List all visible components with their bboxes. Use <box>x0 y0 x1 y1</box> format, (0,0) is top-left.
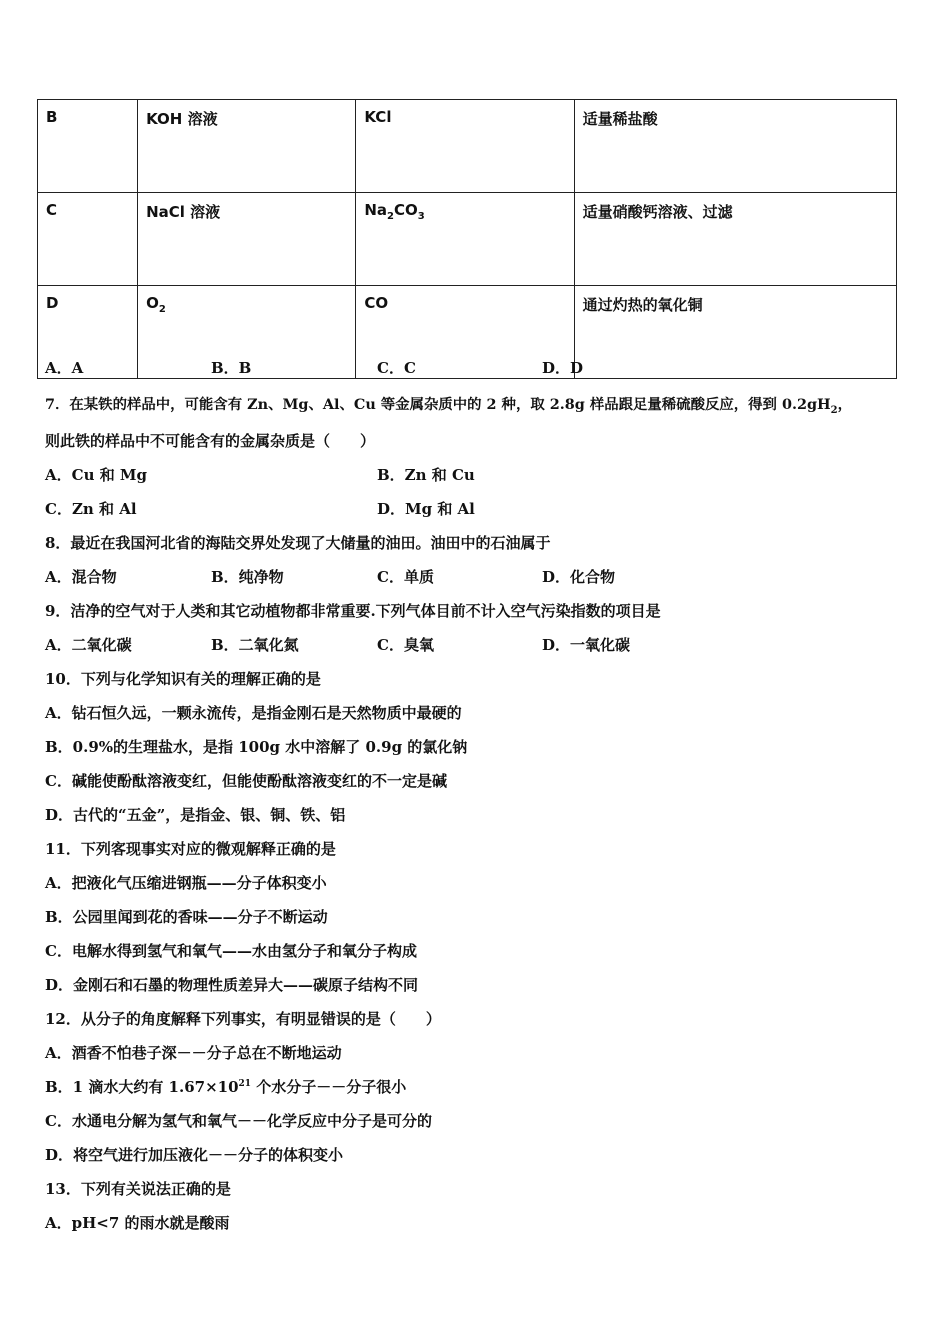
q13-option-a: A．pH<7 的雨水就是酸雨 <box>45 1214 230 1232</box>
formula-part: Na <box>364 201 388 219</box>
table-cell: D <box>38 286 138 379</box>
q11-option-c: C．电解水得到氢气和氧气——水由氢分子和氧分子构成 <box>45 942 417 960</box>
superscript: 21 <box>238 1079 252 1089</box>
table-cell: KOH 溶液 <box>138 100 356 193</box>
q11-option-a: A．把液化气压缩进钢瓶——分子体积变小 <box>45 874 327 892</box>
table-cell: 适量硝酸钙溶液、过滤 <box>574 193 896 286</box>
q7-option-b: B．Zn 和 Cu <box>377 466 475 484</box>
table-cell: B <box>38 100 138 193</box>
table-row <box>38 100 897 193</box>
table-cell: KCl <box>356 100 574 193</box>
formula-part: O <box>146 294 159 312</box>
q9-option-c: C．臭氧 <box>377 636 434 654</box>
q11-stem: 11．下列客现事实对应的微观解释正确的是 <box>45 840 336 858</box>
table-cell: CO <box>356 286 574 379</box>
q7-stem-text: 7．在某铁的样品中，可能含有 Zn、Mg、Al、Cu 等金属杂质中的 2 种，取 2.8g 样品跟足量稀硫酸反应，得到 0.2gH <box>45 396 831 413</box>
q7-option-c: C．Zn 和 Al <box>45 500 137 518</box>
q11-option-d: D．金刚石和石墨的物理性质差异大——碳原子结构不同 <box>45 976 419 994</box>
q11-option-b: B．公园里闻到花的香味——分子不断运动 <box>45 908 328 926</box>
q10-option-a: A．钻石恒久远，一颗永流传，是指金刚石是天然物质中最硬的 <box>45 704 462 722</box>
table-cell: 通过灼热的氧化铜 <box>574 286 896 379</box>
q6-option-c: C．C <box>377 359 416 377</box>
subscript: 2 <box>830 405 838 416</box>
table-cell: C <box>38 193 138 286</box>
q10-option-d: D．古代的“五金”，是指金、银、铜、铁、铝 <box>45 806 346 824</box>
q8-option-a: A．混合物 <box>45 568 117 586</box>
q10-option-c: C．碱能使酚酞溶液变红，但能使酚酞溶液变红的不一定是碱 <box>45 772 447 790</box>
table-cell <box>356 193 574 286</box>
option-text: B．1 滴水大约有 1.67×10 <box>45 1078 239 1096</box>
answer-table <box>37 99 897 379</box>
formula-part: CO <box>394 201 418 219</box>
q12-option-a: A．酒香不怕巷子深－－分子总在不断地运动 <box>45 1044 342 1062</box>
table-row <box>38 193 897 286</box>
q8-option-c: C．单质 <box>377 568 434 586</box>
option-text: 个水分子－－分子很小 <box>251 1078 407 1096</box>
q9-stem: 9．洁净的空气对于人类和其它动植物都非常重要.下列气体目前不计入空气污染指数的项目是 <box>45 602 661 620</box>
q12-stem: 12．从分子的角度解释下列事实，有明显错误的是（ ） <box>45 1010 441 1028</box>
q13-stem: 13．下列有关说法正确的是 <box>45 1180 231 1198</box>
q7-stem-punct: ， <box>837 396 853 413</box>
subscript: 2 <box>387 211 395 222</box>
q9-option-d: D．一氧化碳 <box>542 636 631 654</box>
q8-stem: 8．最近在我国河北省的海陆交界处发现了大储量的油田。油田中的石油属于 <box>45 534 551 552</box>
q7-option-a: A．Cu 和 Mg <box>45 466 148 484</box>
q9-option-b: B．二氧化氮 <box>211 636 299 654</box>
table-cell: 适量稀盐酸 <box>574 100 896 193</box>
q12-option-c: C．水通电分解为氢气和氧气－－化学反应中分子是可分的 <box>45 1112 432 1130</box>
q6-option-b: B．B <box>211 359 252 377</box>
q12-option-b <box>45 1077 406 1100</box>
q9-option-a: A．二氧化碳 <box>45 636 132 654</box>
subscript: 3 <box>417 211 425 222</box>
table-row <box>38 286 897 379</box>
q10-stem: 10．下列与化学知识有关的理解正确的是 <box>45 670 321 688</box>
table-cell: NaCl 溶液 <box>138 193 356 286</box>
q10-option-b: B．0.9%的生理盐水，是指 100g 水中溶解了 0.9g 的氯化钠 <box>45 738 468 756</box>
q8-option-b: B．纯净物 <box>211 568 284 586</box>
q7-stem-line2: 则此铁的样品中不可能含有的金属杂质是（ ） <box>45 432 376 450</box>
q8-option-d: D．化合物 <box>542 568 616 586</box>
subscript: 2 <box>158 304 166 315</box>
q7-option-d: D．Mg 和 Al <box>377 500 475 518</box>
q6-option-a: A．A <box>45 359 84 377</box>
q7-stem-line1 <box>45 395 852 417</box>
q12-option-d: D．将空气进行加压液化－－分子的体积变小 <box>45 1146 344 1164</box>
q6-option-d: D．D <box>542 359 584 377</box>
